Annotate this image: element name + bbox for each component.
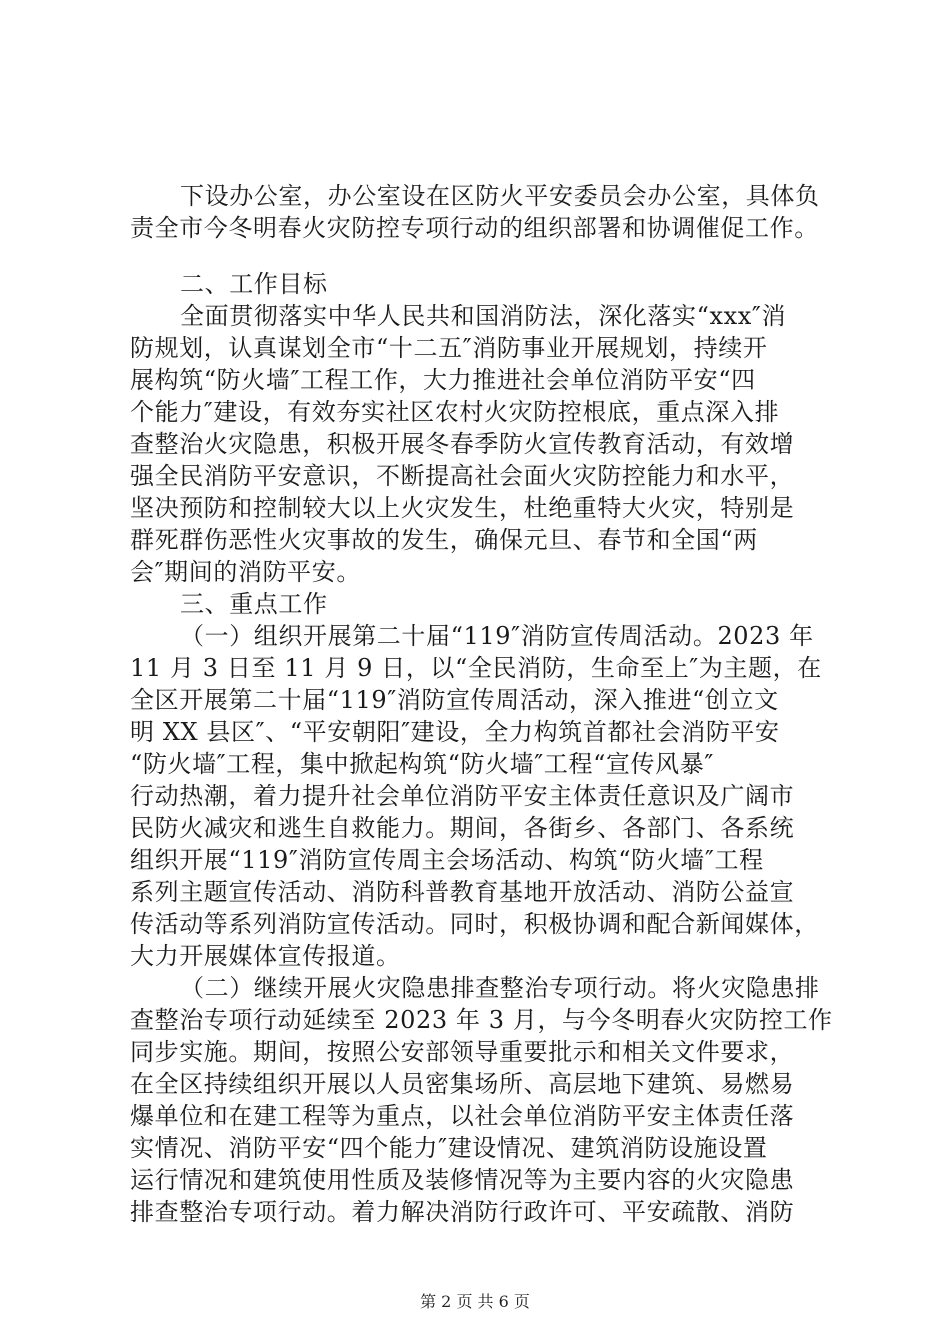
text-line: 下设办公室，办公室设在区防火平安委员会办公室，具体负 — [180, 182, 820, 210]
text-line: 爆单位和在建工程等为重点，以社会单位消防平安主体责任落 — [130, 1102, 795, 1130]
text-line: “防火墙″工程，集中掀起构筑“防火墙″工程“宣传风暴″ — [130, 750, 714, 778]
text-line: 运行情况和建筑使用性质及装修情况等为主要内容的火灾隐患 — [130, 1166, 795, 1194]
text-line: 个能力″建设，有效夯实社区农村火灾防控根底，重点深入排 — [130, 398, 780, 426]
text-line: 责全市今冬明春火灾防控专项行动的组织部署和协调催促工作。 — [130, 214, 819, 242]
text-line: 强全民消防平安意识，不断提高社会面火灾防控能力和水平， — [130, 462, 795, 490]
text-line: 全区开展第二十届“119″消防宣传周活动，深入推进“创立文 — [130, 686, 779, 714]
text-line: 会″期间的消防平安。 — [130, 558, 361, 586]
text-line: 查整治火灾隐患，积极开展冬春季防火宣传教育活动，有效增 — [130, 430, 795, 458]
text-line: 排查整治专项行动。着力解决消防行政许可、平安疏散、消防 — [130, 1198, 795, 1226]
text-line: 同步实施。期间，按照公安部领导重要批示和相关文件要求， — [130, 1038, 795, 1066]
text-line: 查整治专项行动延续至 2023 年 3 月，与今冬明春火灾防控工作 — [130, 1006, 833, 1034]
text-line: （一）组织开展第二十届“119″消防宣传周活动。2023 年 — [180, 622, 814, 650]
section-heading: 二、工作目标 — [180, 270, 328, 298]
text-line: 防规划，认真谋划全市“十二五″消防事业开展规划，持续开 — [130, 334, 768, 362]
text-line: 民防火减灾和逃生自救能力。期间，各街乡、各部门、各系统 — [130, 814, 795, 842]
text-line: 坚决预防和控制较大以上火灾发生，杜绝重特大火灾，特别是 — [130, 494, 795, 522]
section-heading: 三、重点工作 — [180, 590, 328, 618]
text-line: 在全区持续组织开展以人员密集场所、高层地下建筑、易燃易 — [130, 1070, 795, 1098]
text-line: 11 月 3 日至 11 月 9 日，以“全民消防，生命至上″为主题，在 — [130, 654, 822, 682]
text-line: 全面贯彻落实中华人民共和国消防法，深化落实“xxx″消 — [180, 302, 787, 330]
text-line: 传活动等系列消防宣传活动。同时，积极协调和配合新闻媒体， — [130, 910, 819, 938]
text-line: 明 XX 县区″、“平安朝阳″建设，全力构筑首都社会消防平安 — [130, 718, 780, 746]
text-line: 大力开展媒体宣传报道。 — [130, 942, 401, 970]
text-line: 展构筑“防火墙″工程工作，大力推进社会单位消防平安“四 — [130, 366, 756, 394]
text-line: （二）继续开展火灾隐患排查整治专项行动。将火灾隐患排 — [180, 974, 820, 1002]
text-line: 实情况、消防平安“四个能力″建设情况、建筑消防设施设置 — [130, 1134, 768, 1162]
text-line: 群死群伤恶性火灾事故的发生，确保元旦、春节和全国“两 — [130, 526, 758, 554]
text-line: 行动热潮，着力提升社会单位消防平安主体责任意识及广阔市 — [130, 782, 795, 810]
page-number-footer: 第 2 页 共 6 页 — [420, 1292, 530, 1311]
text-line: 组织开展“119″消防宣传周主会场活动、构筑“防火墙″工程 — [130, 846, 764, 874]
text-line: 系列主题宣传活动、消防科普教育基地开放活动、消防公益宣 — [130, 878, 795, 906]
